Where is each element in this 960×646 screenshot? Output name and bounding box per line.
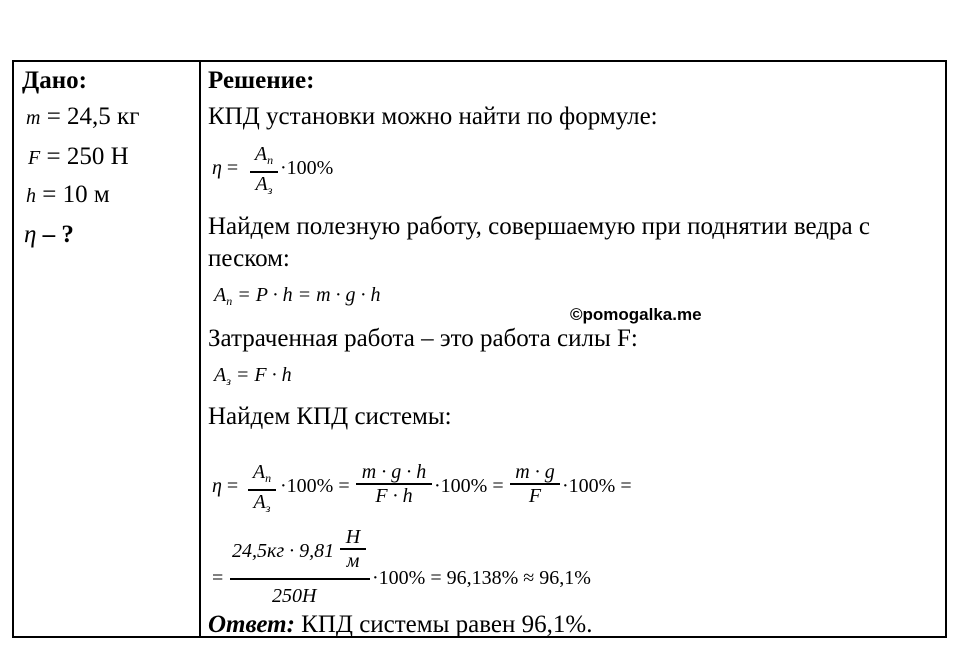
formula5-numerator: 24,5кг · 9,81 (232, 540, 335, 562)
formula4-fraction-1: $A_п$ $A_з$ (248, 461, 276, 519)
formula4-fraction-2: m · g · h F · h (356, 461, 432, 507)
column-divider (199, 62, 201, 636)
mass-value: = 24,5 кг (40, 103, 140, 130)
unknown-mark: – ? (36, 221, 74, 248)
useful-work: $A_п$ (254, 143, 274, 167)
formula3: $A_з = F \cdot h$ (214, 364, 292, 388)
main-fraction-bar (230, 578, 370, 580)
given-mass (26, 104, 139, 129)
mass-symbol: m (26, 107, 41, 129)
spent-work: $A_з$ (255, 172, 273, 197)
formula5-equals: = (212, 567, 224, 589)
solution-title: Решение: (208, 67, 315, 94)
given-title: Дано: (22, 67, 87, 94)
solution-line-1: КПД установки можно найти по формуле: (208, 103, 658, 130)
efficiency-symbol: η (24, 221, 37, 248)
force-symbol: F (28, 147, 41, 169)
height-value: = 10 м (36, 181, 110, 208)
solution-line-3: Затраченная работа – это работа силы F: (208, 325, 638, 352)
answer-label: Ответ: (208, 611, 295, 638)
formula5-denominator: 250Н (272, 585, 317, 607)
formula4-step-1: ·100% = (280, 475, 350, 497)
formula1-fraction (250, 143, 278, 201)
answer-line (208, 612, 592, 637)
formula5-result: ·100% = 96,138% ≈ 96,1% (372, 567, 591, 589)
solution-line-2b: песком: (208, 245, 290, 272)
answer-text: КПД системы равен 96,1%. (294, 611, 593, 638)
formula4-step-3: ·100% = (562, 475, 632, 497)
height-symbol: h (26, 185, 36, 207)
solution-line-2a: Найдем полезную работу, совершаемую при поднятии ведра с (208, 213, 870, 240)
force-value: = 250 Н (40, 143, 129, 170)
solution-line-4: Найдем КПД системы: (208, 403, 452, 430)
equals-sign: = (226, 157, 239, 179)
formula4-step-2: ·100% = (434, 475, 504, 497)
formula1-percent: ·100% (280, 157, 334, 179)
given-force (28, 144, 129, 169)
formula4-fraction-3: m · g F (510, 461, 560, 507)
formula2: $A_п = P \cdot h = m \cdot g \cdot h$ (214, 284, 381, 308)
unit-fraction: Н м (340, 526, 366, 572)
watermark: ©pomogalka.me (570, 305, 702, 324)
given-height (26, 182, 110, 207)
formula4-lhs: η = (212, 475, 239, 497)
given-unknown (24, 222, 74, 247)
formula1-lhs (212, 158, 238, 178)
eta-symbol: η (212, 157, 222, 179)
